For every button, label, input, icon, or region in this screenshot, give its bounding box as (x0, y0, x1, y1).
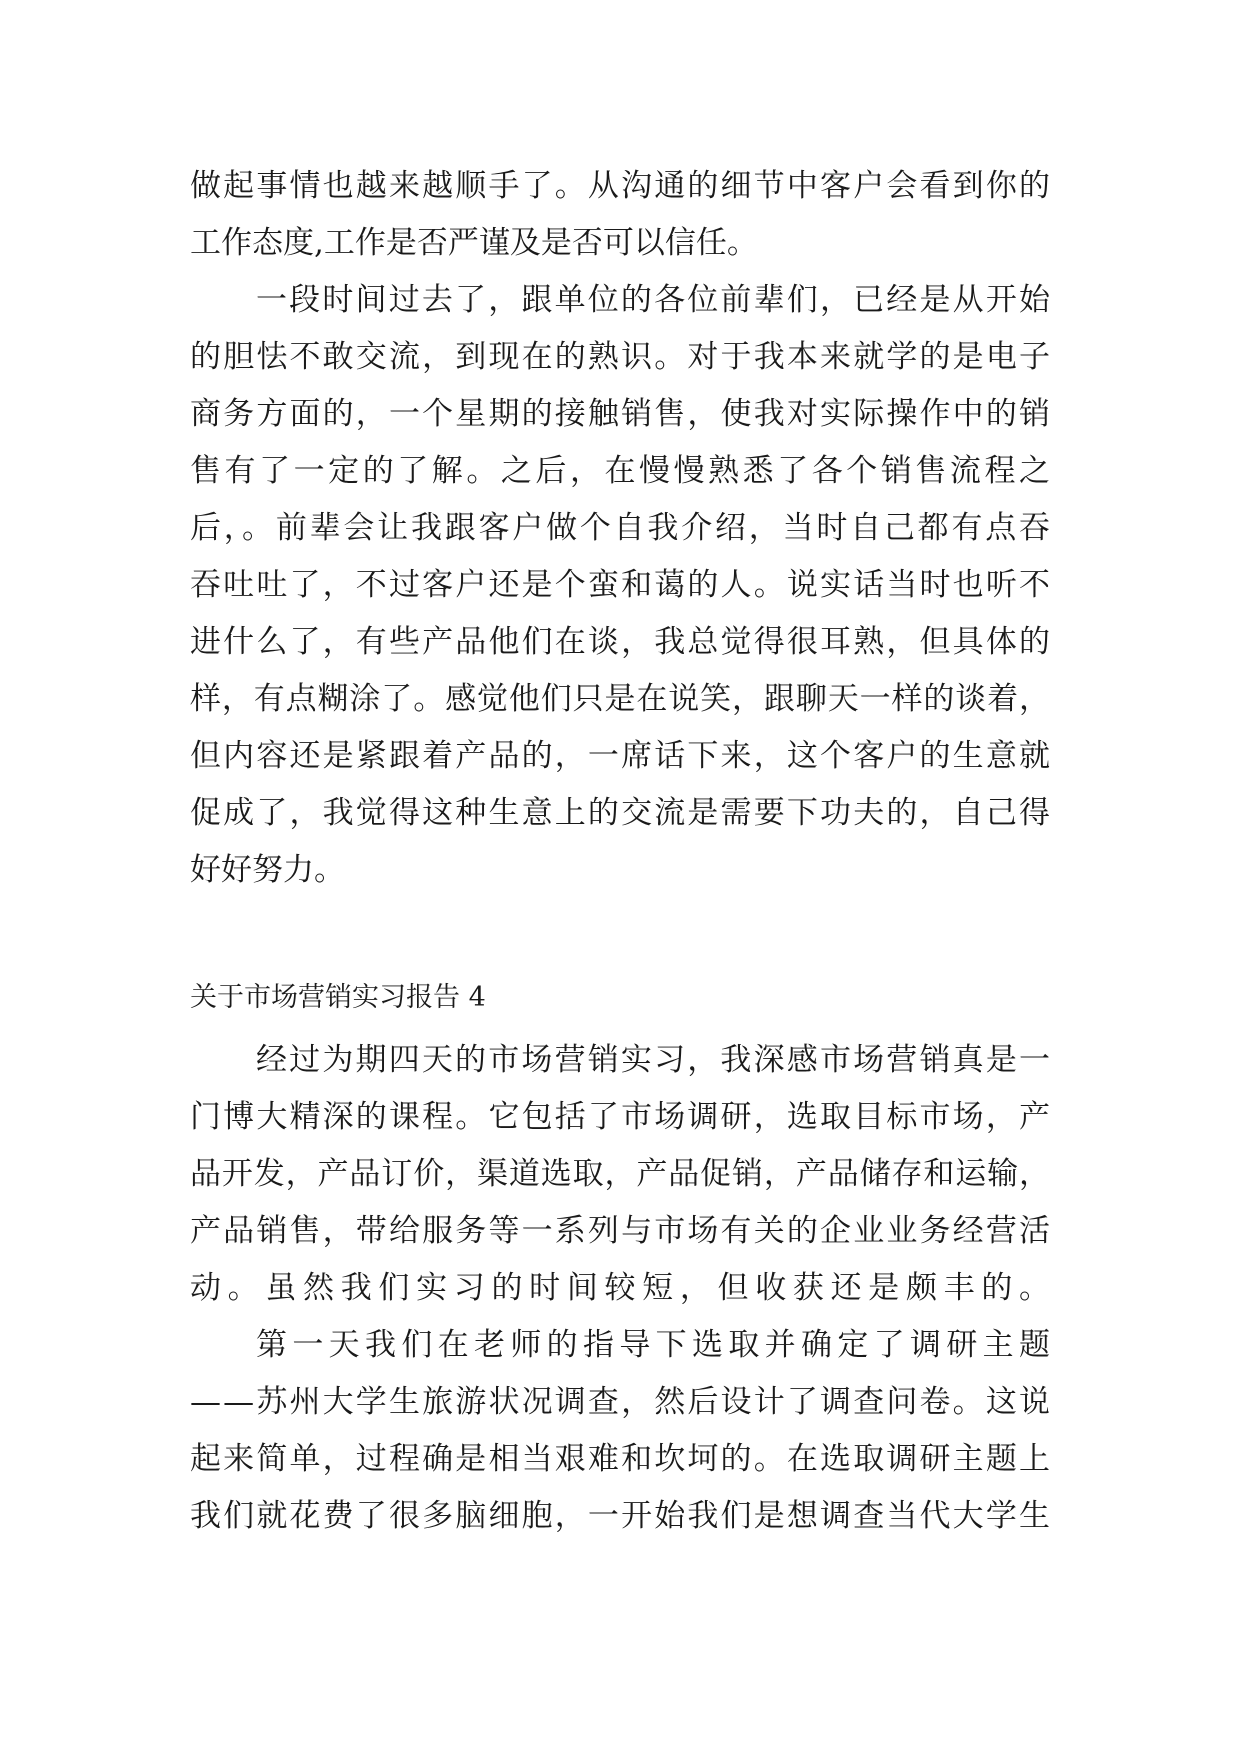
paragraph-line: 一段时间过去了，跟单位的各位前辈们，已经是从开始 (256, 282, 1053, 318)
paragraph-line: 的胆怯不敢交流，到现在的熟识。对于我本来就学的是电子 (190, 339, 1053, 375)
paragraph-line: 商务方面的，一个星期的接触销售，使我对实际操作中的销 (190, 396, 1053, 432)
paragraph-line: 我们就花费了很多脑细胞，一开始我们是想调查当代大学生 (190, 1498, 1053, 1534)
paragraph-line: ——苏州大学生旅游状况调查，然后设计了调查问卷。这说 (190, 1384, 1053, 1420)
section-heading: 关于市场营销实习报告 4 (190, 982, 486, 1013)
paragraph-line: 品开发，产品订价，渠道选取，产品促销，产品储存和运输， (190, 1156, 1051, 1192)
paragraph-line: 工作态度,工作是否严谨及是否可以信任。 (190, 225, 758, 261)
paragraph-line: 经过为期四天的市场营销实习，我深感市场营销真是一 (256, 1042, 1053, 1078)
paragraph-line: 产品销售，带给服务等一系列与市场有关的企业业务经营活 (190, 1213, 1053, 1249)
paragraph-line: 促成了，我觉得这种生意上的交流是需要下功夫的，自己得 (190, 795, 1053, 831)
paragraph-line: 做起事情也越来越顺手了。从沟通的细节中客户会看到你的 (190, 168, 1053, 204)
paragraph-line: 起来简单，过程确是相当艰难和坎坷的。在选取调研主题上 (190, 1441, 1053, 1477)
paragraph-line: 门博大精深的课程。它包括了市场调研，选取目标市场，产 (190, 1099, 1053, 1135)
paragraph-line: 好好努力。 (190, 852, 345, 888)
paragraph-line: 第一天我们在老师的指导下选取并确定了调研主题 (256, 1327, 1056, 1363)
paragraph-line: 进什么了，有些产品他们在谈，我总觉得很耳熟，但具体的 (190, 624, 1053, 660)
paragraph-line: 吞吐吐了，不过客户还是个蛮和蔼的人。说实话当时也听不 (190, 567, 1053, 603)
paragraph-line: 动。虽然我们实习的时间较短，但收获还是颇丰的。 (190, 1270, 1057, 1306)
paragraph-line: 但内容还是紧跟着产品的，一席话下来，这个客户的生意就 (190, 738, 1053, 774)
paragraph-line: 样，有点糊涂了。感觉他们只是在说笑，跟聊天一样的谈着， (190, 681, 1051, 717)
paragraph-line: 售有了一定的了解。之后，在慢慢熟悉了各个销售流程之 (190, 453, 1054, 489)
paragraph-line: 后，。前辈会让我跟客户做个自我介绍，当时自己都有点吞 (190, 510, 1053, 546)
